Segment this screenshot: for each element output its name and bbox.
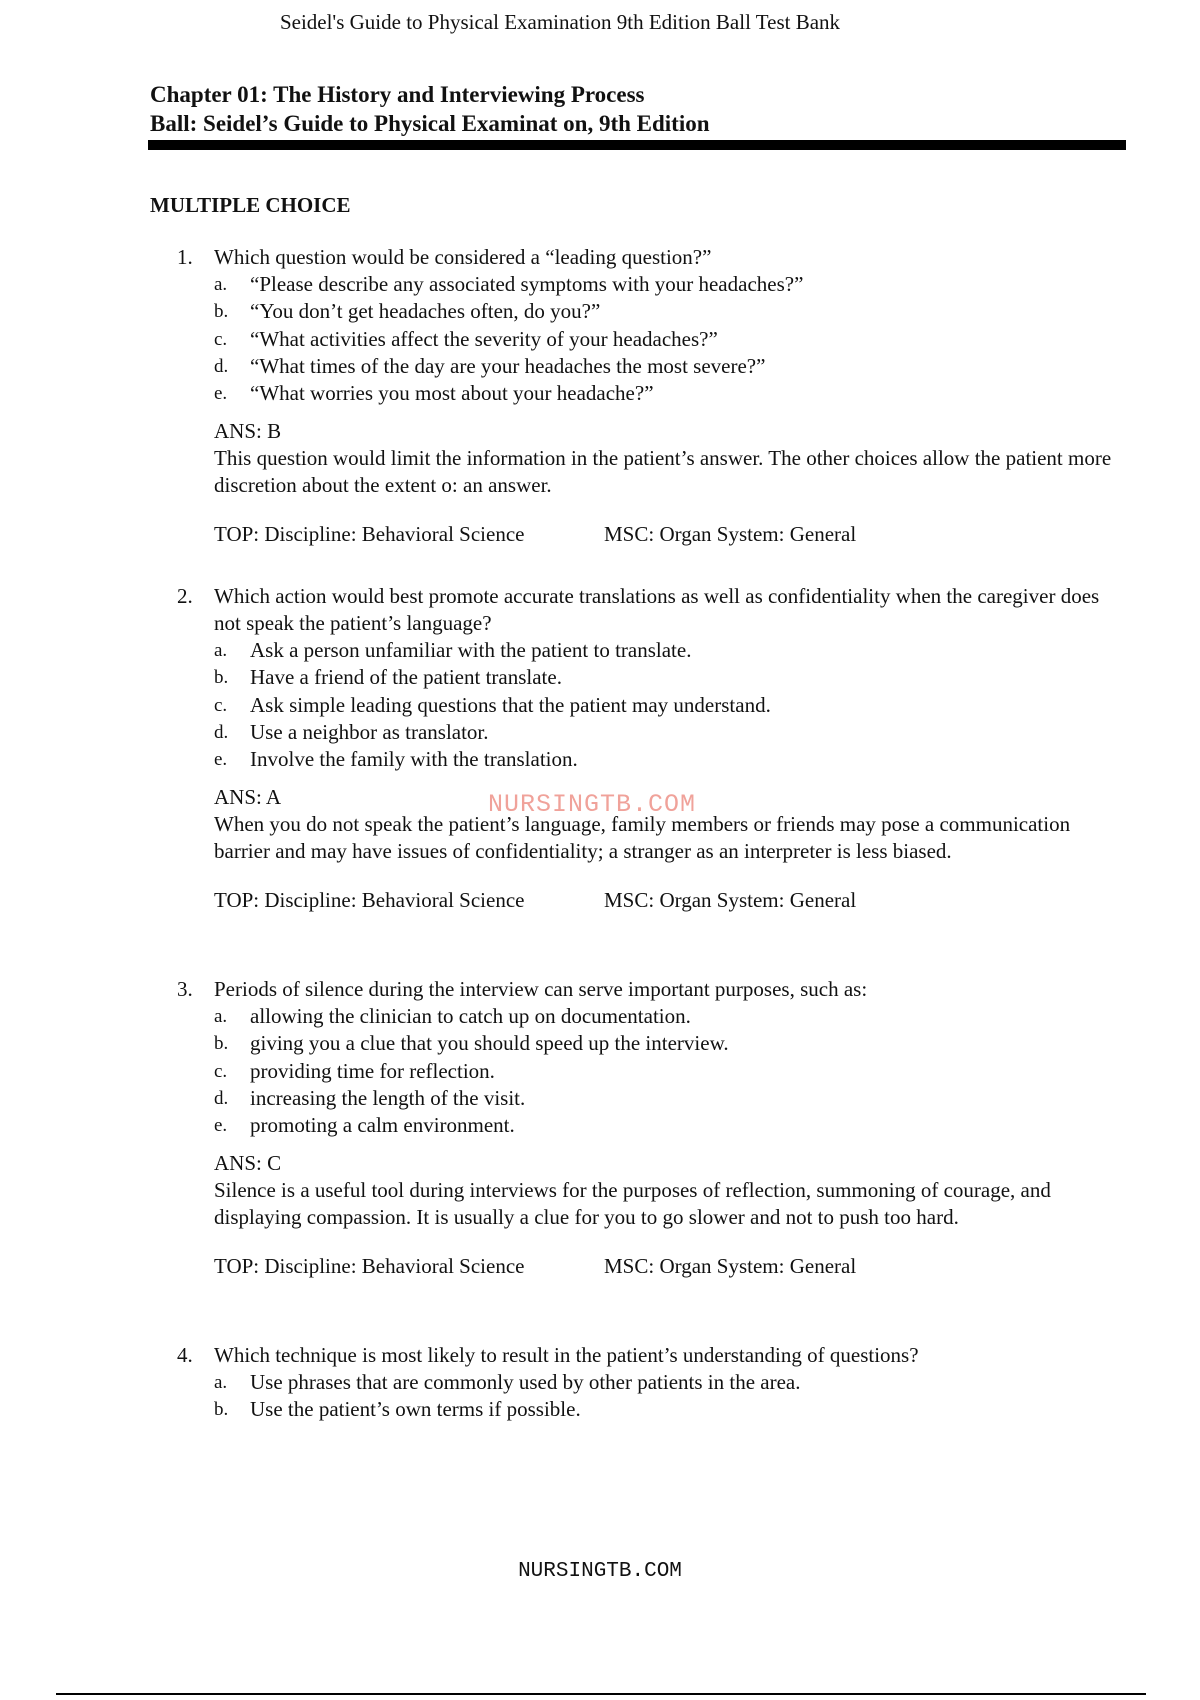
- option-letter: a.: [214, 640, 228, 661]
- option-letter: a.: [214, 1372, 228, 1393]
- option-letter: d.: [214, 1087, 229, 1109]
- option: [214, 326, 1127, 353]
- topic-tag: TOP: Discipline: Behavioral Science: [214, 522, 525, 547]
- option-letter: c.: [214, 1060, 228, 1082]
- question-1: [177, 244, 1127, 548]
- option-letter: e.: [214, 749, 228, 771]
- answer-key: ANS: C: [214, 1151, 282, 1176]
- option-letter: e.: [214, 1115, 228, 1137]
- option-letter: a.: [214, 1006, 228, 1027]
- question-number: 3.: [177, 977, 193, 1001]
- option-letter: e.: [214, 383, 228, 405]
- option: [214, 353, 1127, 380]
- option-text: “You don’t get headaches often, do you?”: [250, 299, 601, 324]
- option-letter: d.: [214, 355, 229, 377]
- option: [214, 1369, 1127, 1396]
- option: [214, 1030, 1127, 1057]
- question-number: 2.: [177, 584, 193, 608]
- question-2: [177, 583, 1127, 914]
- chapter-heading: [150, 80, 710, 138]
- answer-key: ANS: B: [214, 419, 282, 444]
- answer-block: [214, 1150, 1127, 1231]
- rationale: Silence is a useful tool during interviews for the purposes of reflection, summoning of courage, and displaying compassion. It is usually a clue for you to go slower and not to push too hard.: [214, 1178, 1051, 1230]
- option-letter: c.: [214, 694, 228, 716]
- chapter-title: Chapter 01: The History and Interviewing Process: [150, 82, 645, 107]
- option-letter: d.: [214, 721, 229, 743]
- question-3: [177, 976, 1127, 1280]
- answer-key: ANS: A: [214, 785, 282, 810]
- option: [214, 271, 1127, 298]
- rationale: When you do not speak the patient’s language, family members or friends may pose a communication barrier and may have issues of confidentiality; a stranger as an interpreter is less biased.: [214, 812, 1071, 864]
- running-header: Seidel's Guide to Physical Examination 9th Edition Ball Test Bank: [279, 10, 841, 34]
- option: [214, 1085, 1127, 1112]
- footer-site: NURSINGTB.COM: [518, 1560, 682, 1583]
- option: [214, 637, 1127, 664]
- option-letter: a.: [214, 274, 228, 295]
- option: [214, 298, 1127, 325]
- question-meta: [214, 1253, 1127, 1280]
- question-text: Periods of silence during the interview can serve important purposes, such as:: [214, 977, 868, 1001]
- option-text: allowing the clinician to catch up on documentation.: [250, 1004, 691, 1028]
- option-text: giving you a clue that you should speed up the interview.: [250, 1031, 729, 1056]
- option-letter: b.: [214, 301, 229, 323]
- question-stem: [177, 976, 1127, 1003]
- option-text: “What activities affect the severity of your headaches?”: [250, 326, 718, 351]
- question-meta: [214, 521, 1127, 548]
- rationale: This question would limit the information in the patient’s answer. The other choices allow the patient more discretion about the extent o: an answer.: [214, 446, 1112, 498]
- option-letter: c.: [214, 328, 228, 350]
- question-number: 1.: [177, 245, 193, 269]
- question-text: Which question would be considered a “leading question?”: [214, 245, 712, 269]
- question-stem: [177, 244, 1127, 271]
- question-4: [177, 1342, 1127, 1424]
- question-number: 4.: [177, 1343, 193, 1367]
- option: [214, 380, 1127, 407]
- option: [214, 1112, 1127, 1139]
- option-text: “What times of the day are your headaches the most severe?”: [250, 353, 766, 378]
- option: [214, 1396, 1127, 1423]
- option: [214, 746, 1127, 773]
- answer-block: [214, 418, 1127, 499]
- option: [214, 664, 1127, 691]
- option-text: promoting a calm environment.: [250, 1113, 515, 1138]
- option-text: Involve the family with the translation.: [250, 747, 578, 772]
- question-text: Which action would best promote accurate translations as well as confidentiality when the caregiver does not speak the patient’s language?: [214, 584, 1100, 635]
- bottom-rule: [56, 1693, 1146, 1695]
- option-letter: b.: [214, 667, 229, 689]
- option-text: Ask a person unfamiliar with the patient to translate.: [250, 638, 692, 662]
- msc-tag: MSC: Organ System: General: [604, 522, 857, 547]
- question-text: Which technique is most likely to result in the patient’s understanding of questions?: [214, 1343, 919, 1367]
- option-text: Use the patient’s own terms if possible.: [250, 1397, 581, 1422]
- question-stem: [177, 1342, 1127, 1369]
- option-text: Use phrases that are commonly used by other patients in the area.: [250, 1370, 801, 1394]
- option-text: Have a friend of the patient translate.: [250, 665, 562, 690]
- option: [214, 692, 1127, 719]
- topic-tag: TOP: Discipline: Behavioral Science: [214, 888, 525, 913]
- msc-tag: MSC: Organ System: General: [604, 1254, 857, 1279]
- option-text: Ask simple leading questions that the patient may understand.: [250, 692, 771, 717]
- msc-tag: MSC: Organ System: General: [604, 888, 857, 913]
- option-text: Use a neighbor as translator.: [250, 719, 489, 744]
- option-letter: b.: [214, 1399, 229, 1421]
- option: [214, 1003, 1127, 1030]
- option-letter: b.: [214, 1033, 229, 1055]
- option-text: providing time for reflection.: [250, 1058, 495, 1083]
- option-text: “Please describe any associated symptoms with your headaches?”: [250, 272, 804, 296]
- option-text: “What worries you most about your headache?”: [250, 381, 654, 406]
- heading-rule: [148, 140, 1126, 150]
- topic-tag: TOP: Discipline: Behavioral Science: [214, 1254, 525, 1279]
- site-watermark: NURSINGTB.COM: [488, 790, 697, 819]
- question-stem: [177, 583, 1127, 637]
- option-text: increasing the length of the visit.: [250, 1085, 526, 1110]
- question-meta: [214, 887, 1127, 914]
- option: [214, 719, 1127, 746]
- option: [214, 1058, 1127, 1085]
- book-title: Ball: Seidel’s Guide to Physical Examinat on, 9th Edition: [150, 111, 710, 136]
- section-title: MULTIPLE CHOICE: [150, 193, 351, 217]
